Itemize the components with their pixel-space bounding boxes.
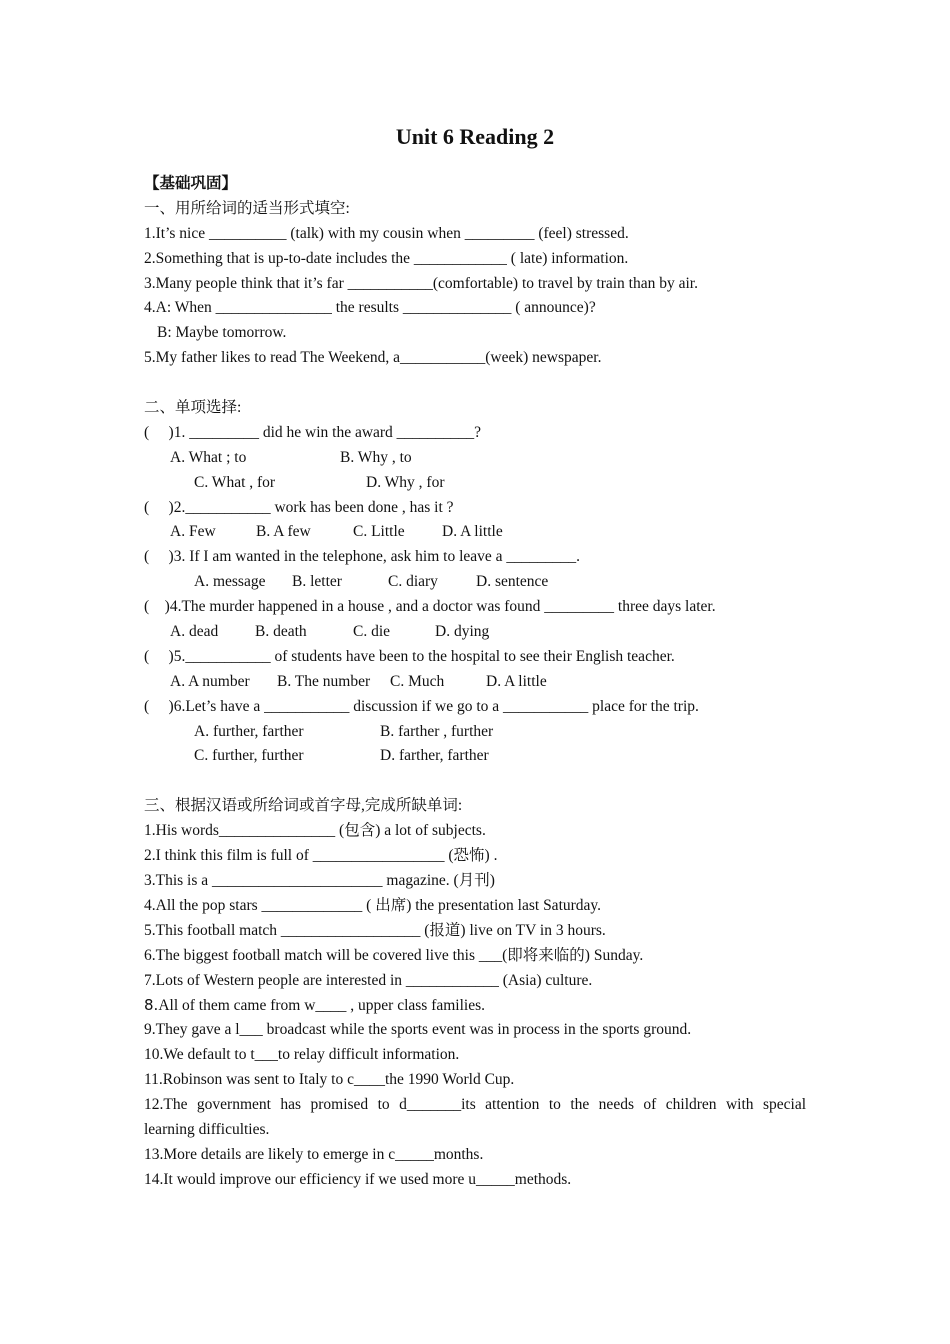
- question-1: ( )1. _________ did he win the award __________?: [144, 423, 482, 441]
- option-b: B. The number: [277, 672, 371, 690]
- option-c: C. diary: [388, 573, 438, 591]
- section3-item-14: 14.It would improve our efficiency if we used more u_____methods.: [144, 1170, 572, 1188]
- section1-item-1: 1.It’s nice __________ (talk) with my cousin when _________ (feel) stressed.: [144, 224, 629, 242]
- section3-item-13: 13.More details are likely to emerge in c_____months.: [144, 1145, 484, 1163]
- option-c: C. die: [353, 623, 391, 641]
- option-b: B. Why , to: [340, 448, 412, 466]
- page-title: Unit 6 Reading 2: [395, 124, 555, 149]
- option-a: A. message: [194, 573, 266, 591]
- question-3-options: [144, 570, 806, 595]
- question-4-options: [144, 620, 806, 645]
- option-b: B. farther , further: [380, 722, 494, 740]
- section3-item-12a: 12.The government has promised to d_______its attention to the needs of children with special: [144, 1095, 806, 1113]
- question-2-options: [144, 520, 806, 545]
- section3-item-2: 2.I think this film is full of _________________ (恐怖) .: [144, 847, 498, 865]
- section3-item-8: [144, 993, 806, 1018]
- question-2: ( )2.___________ work has been done , has it ?: [144, 498, 454, 516]
- option-d: D. dying: [435, 623, 490, 641]
- section3-item-5: 5.This football match __________________ (报道) live on TV in 3 hours.: [144, 921, 606, 939]
- section3-item-6: 6.The biggest football match will be covered live this ___(即将来临的) Sunday.: [144, 946, 644, 964]
- section3-item-11: 11.Robinson was sent to Italy to c____the 1990 World Cup.: [144, 1071, 515, 1089]
- option-d: D. sentence: [476, 573, 549, 591]
- section2-label: 二、单项选择:: [144, 399, 242, 417]
- option-a: A. dead: [170, 623, 219, 641]
- option-a: A. further, farther: [194, 722, 304, 740]
- worksheet-body: [144, 172, 806, 1193]
- question-4: ( )4.The murder happened in a house , and a doctor was found _________ three days later.: [144, 598, 716, 616]
- section1-item-5: 5.My father likes to read The Weekend, a___________(week) newspaper.: [144, 349, 602, 367]
- option-a: A. What ; to: [170, 448, 247, 466]
- option-c: C. Much: [390, 672, 445, 690]
- section1-item-3: 3.Many people think that it’s far ___________(comfortable) to travel by train than by air.: [144, 274, 698, 292]
- option-d: D. Why , for: [366, 473, 445, 491]
- section3-item-12b: learning difficulties.: [144, 1120, 270, 1138]
- question-6-options-row2: [144, 744, 806, 769]
- option-c: C. What , for: [194, 473, 276, 491]
- option-c: C. Little: [353, 523, 405, 541]
- item-number: 8.: [144, 996, 159, 1015]
- option-d: D. farther, farther: [380, 747, 489, 765]
- option-b: B. death: [255, 623, 307, 641]
- question-6-options-row1: [144, 720, 806, 745]
- section3-item-4: 4.All the pop stars _____________ ( 出席) the presentation last Saturday.: [144, 896, 602, 914]
- question-6: ( )6.Let’s have a ___________ discussion if we go to a ___________ place for the trip.: [144, 697, 699, 715]
- section1-item-4b: B: Maybe tomorrow.: [157, 324, 287, 342]
- option-c: C. further, further: [194, 747, 304, 765]
- question-3: ( )3. If I am wanted in the telephone, ask him to leave a _________.: [144, 548, 581, 566]
- option-a: A. A number: [170, 672, 250, 690]
- spacer: [144, 769, 806, 794]
- item-text: All of them came from w____ , upper class families.: [158, 997, 486, 1015]
- option-d: D. A little: [442, 523, 503, 541]
- option-b: B. letter: [292, 573, 342, 591]
- heading-basics: 【基础巩固】: [144, 175, 238, 192]
- section1-label: 一、用所给词的适当形式填空:: [144, 199, 350, 217]
- option-d: D. A little: [486, 672, 547, 690]
- section1-item-2: 2.Something that is up-to-date includes the ____________ ( late) information.: [144, 249, 629, 267]
- section3-item-10: 10.We default to t___to relay difficult information.: [144, 1046, 460, 1064]
- option-b: B. A few: [256, 523, 311, 541]
- section3-item-7: 7.Lots of Western people are interested in ____________ (Asia) culture.: [144, 971, 593, 989]
- section1-item-4a: 4.A: When _______________ the results ______________ ( announce)?: [144, 299, 596, 317]
- section3-item-3: 3.This is a ______________________ magazine. (月刊): [144, 871, 495, 889]
- question-1-options-row1: [144, 446, 806, 471]
- option-a: A. Few: [170, 523, 216, 541]
- section3-item-1: 1.His words_______________ (包含) a lot of subjects.: [144, 822, 486, 840]
- question-5: ( )5.___________ of students have been to the hospital to see their English teacher.: [144, 647, 675, 665]
- section3-item-9: 9.They gave a l___ broadcast while the sports event was in process in the sports ground.: [144, 1021, 692, 1039]
- spacer: [144, 371, 806, 396]
- section3-label: 三、根据汉语或所给词或首字母,完成所缺单词:: [144, 797, 463, 815]
- question-5-options: [144, 670, 806, 695]
- question-1-options-row2: [144, 471, 806, 496]
